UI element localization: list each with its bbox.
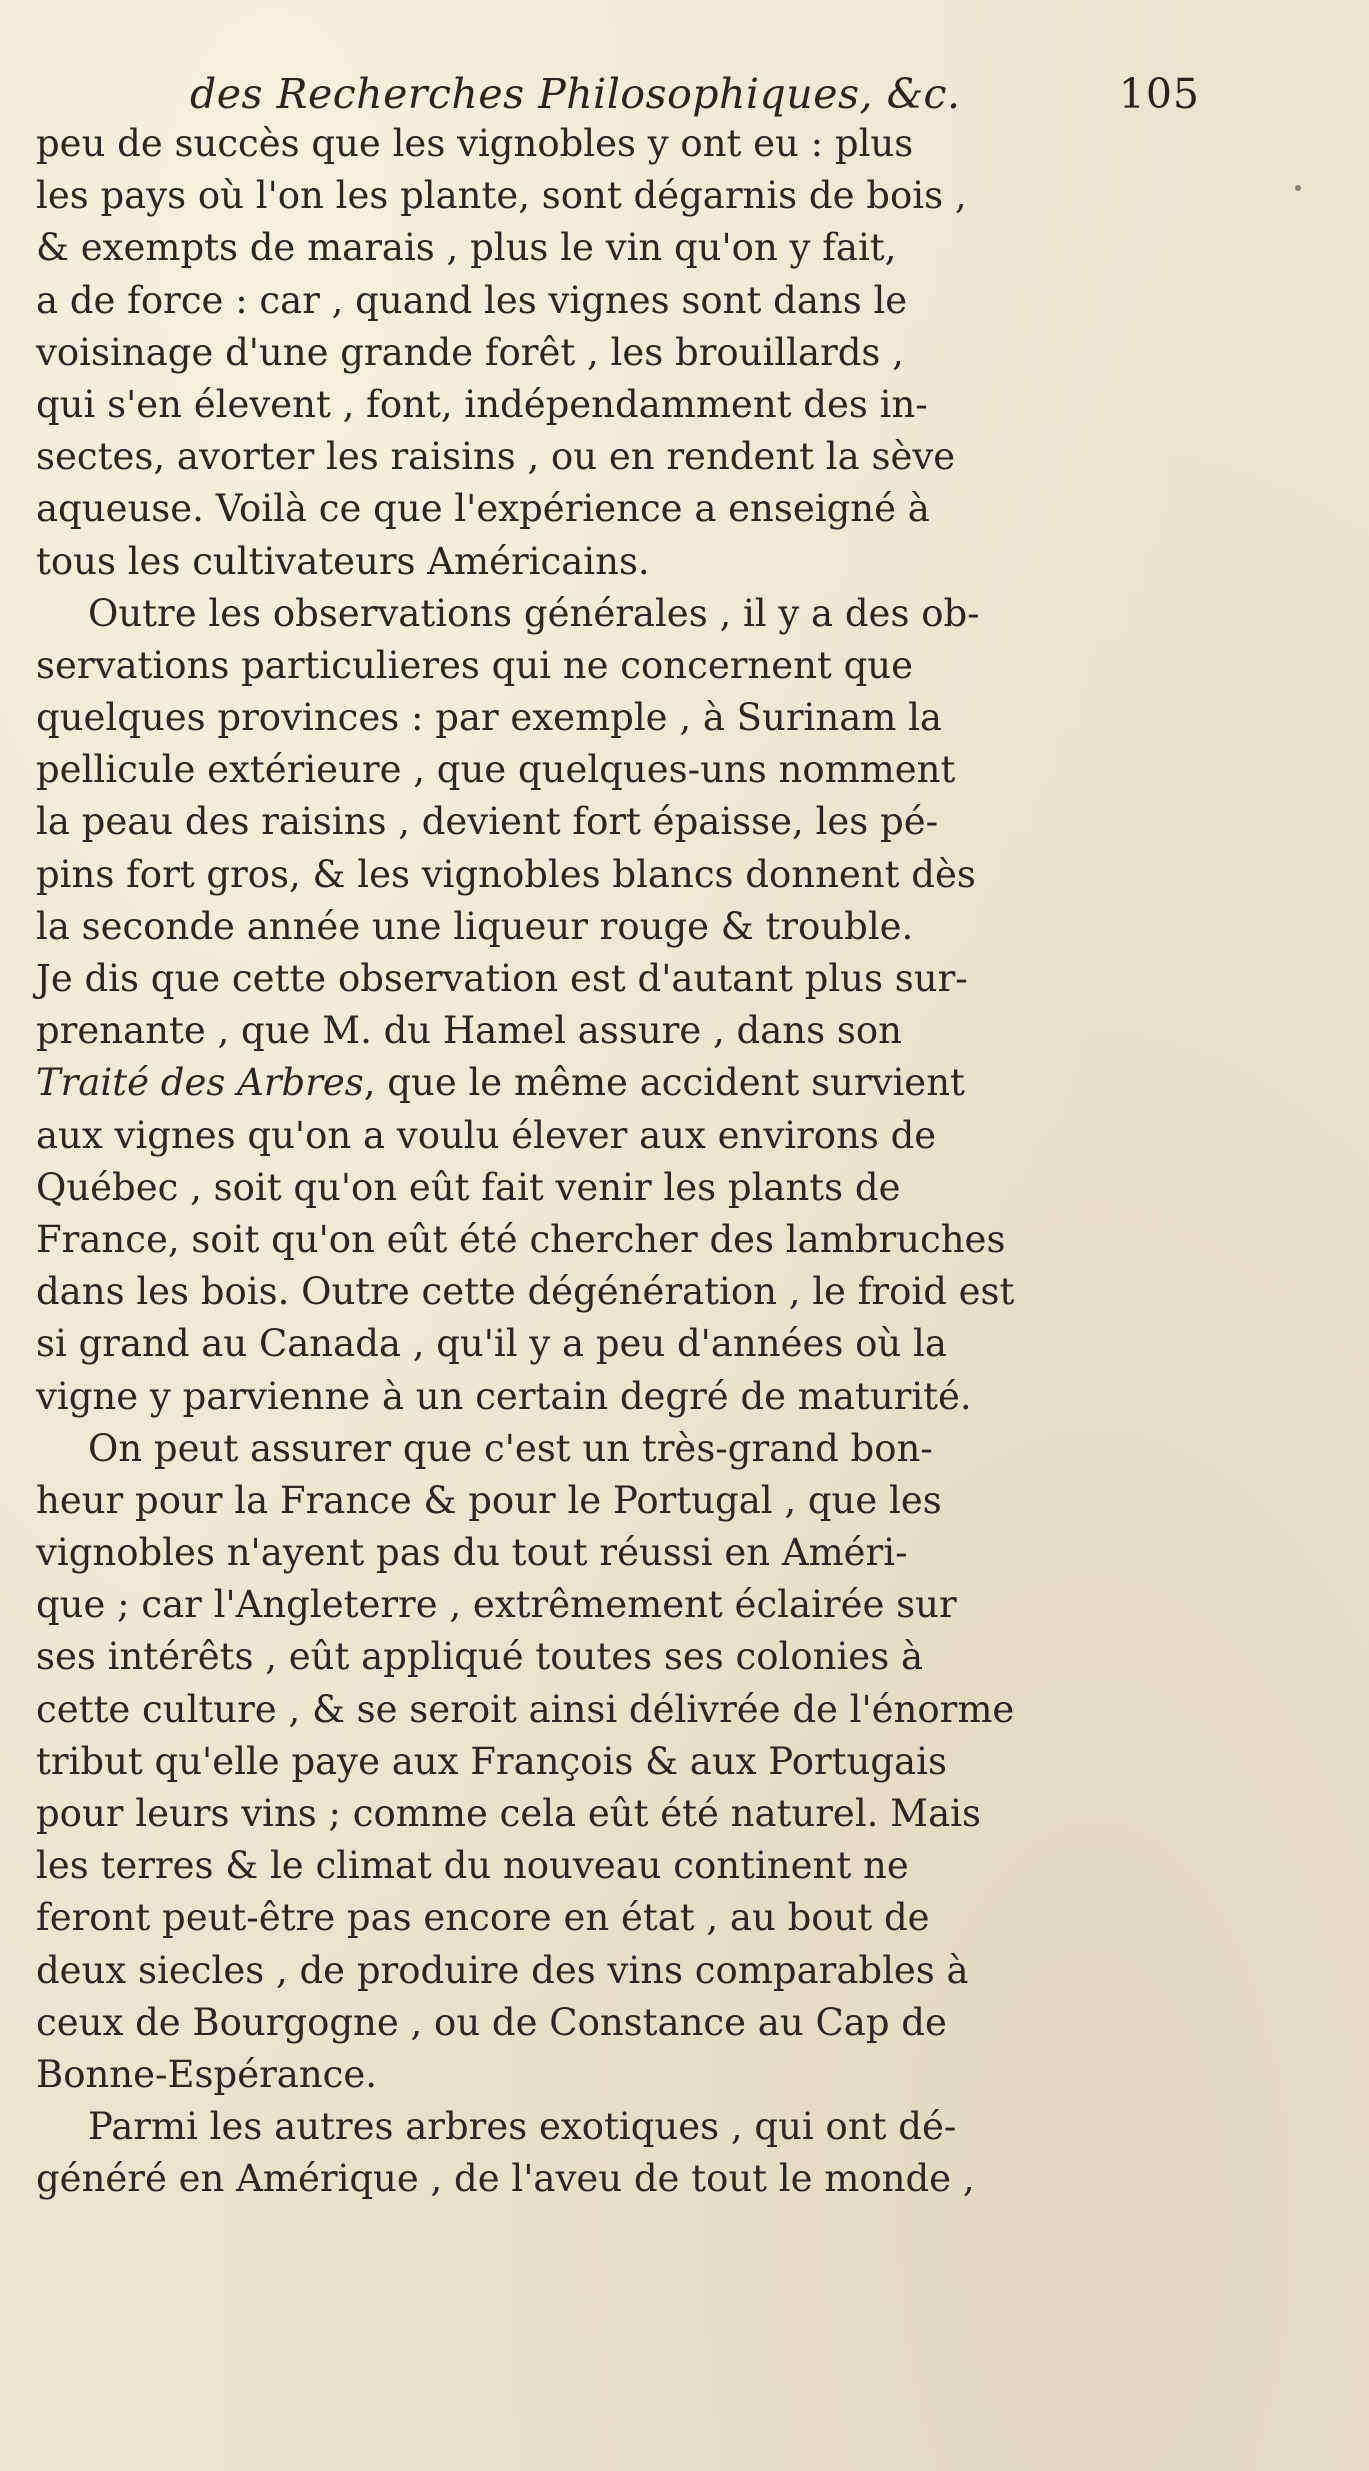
running-title: des Recherches Philosophiques, &c. (190, 70, 961, 118)
text-line: ses intérêts , eût appliqué toutes ses colonies à (36, 1635, 924, 1679)
text-line: dans les bois. Outre cette dégénération , le froid est (36, 1270, 1015, 1314)
text-line: a de force : car , quand les vignes sont dans le (36, 278, 908, 322)
text-line: généré en Amérique , de l'aveu de tout le monde , (36, 2157, 975, 2201)
text-line: France, soit qu'on eût été chercher des lambruches (36, 1217, 1006, 1261)
text-fragment: , que le même accident survient (363, 1061, 965, 1105)
book-title-reference: Traité des Arbres (36, 1061, 364, 1105)
paragraph-start-line: On peut assurer que c'est un très-grand bon- (88, 1426, 933, 1470)
text-line: que ; car l'Angleterre , extrêmement éclairée sur (36, 1583, 957, 1627)
text-line: voisinage d'une grande forêt , les brouillards , (36, 330, 904, 374)
text-line: vignobles n'ayent pas du tout réussi en Améri- (36, 1531, 908, 1575)
text-line: heur pour la France & pour le Portugal , que les (36, 1478, 942, 1522)
text-line: & exempts de marais , plus le vin qu'on y fait, (36, 226, 897, 270)
text-line: quelques provinces : par exemple , à Surinam la (36, 696, 942, 740)
text-line: cette culture , & se seroit ainsi délivrée de l'énorme (36, 1687, 1015, 1731)
text-line: prenante , que M. du Hamel assure , dans son (36, 1009, 902, 1053)
text-line: Bonne-Espérance. (36, 2052, 378, 2096)
ink-speck (1295, 185, 1301, 191)
text-line: les terres & le climat du nouveau continent ne (36, 1844, 909, 1888)
text-line-with-title (36, 1057, 1116, 1109)
text-line: vigne y parvienne à un certain degré de maturité. (36, 1374, 972, 1418)
body-text (36, 118, 1116, 2206)
text-line: si grand au Canada , qu'il y a peu d'années où la (36, 1322, 947, 1366)
text-line: qui s'en élevent , font, indépendamment des in- (36, 382, 928, 426)
text-line: les pays où l'on les plante, sont dégarnis de bois , (36, 174, 967, 218)
text-line: pins fort gros, & les vignobles blancs donnent dès (36, 852, 976, 896)
paragraph-start-line: Outre les observations générales , il y a des ob- (88, 591, 980, 635)
text-line: pellicule extérieure , que quelques-uns nomment (36, 748, 956, 792)
text-line: aux vignes qu'on a voulu élever aux environs de (36, 1113, 937, 1157)
text-line: sectes, avorter les raisins , ou en rendent la sève (36, 435, 956, 479)
text-line: la peau des raisins , devient fort épaisse, les pé- (36, 800, 939, 844)
paragraph-start-line: Parmi les autres arbres exotiques , qui ont dé- (88, 2105, 957, 2149)
page-number: 105 (1118, 70, 1200, 118)
text-line: feront peut-être pas encore en état , au bout de (36, 1896, 930, 1940)
text-line: tribut qu'elle paye aux François & aux Portugais (36, 1739, 947, 1783)
text-line: pour leurs vins ; comme cela eût été naturel. Mais (36, 1792, 981, 1835)
text-line: servations particulieres qui ne concernent que (36, 643, 913, 687)
text-line: Québec , soit qu'on eût fait venir les plants de (36, 1165, 901, 1209)
text-line: deux siecles , de produire des vins comparables à (36, 1948, 969, 1992)
text-line: tous les cultivateurs Américains. (36, 539, 650, 583)
text-line: aqueuse. Voilà ce que l'expérience a enseigné à (36, 487, 930, 531)
text-line: ceux de Bourgogne , ou de Constance au Cap de (36, 2000, 947, 2044)
text-line: peu de succès que les vignobles y ont eu : plus (36, 122, 914, 165)
text-line: Je dis que cette observation est d'autant plus sur- (36, 957, 968, 1000)
text-line: la seconde année une liqueur rouge & trouble. (36, 904, 914, 948)
